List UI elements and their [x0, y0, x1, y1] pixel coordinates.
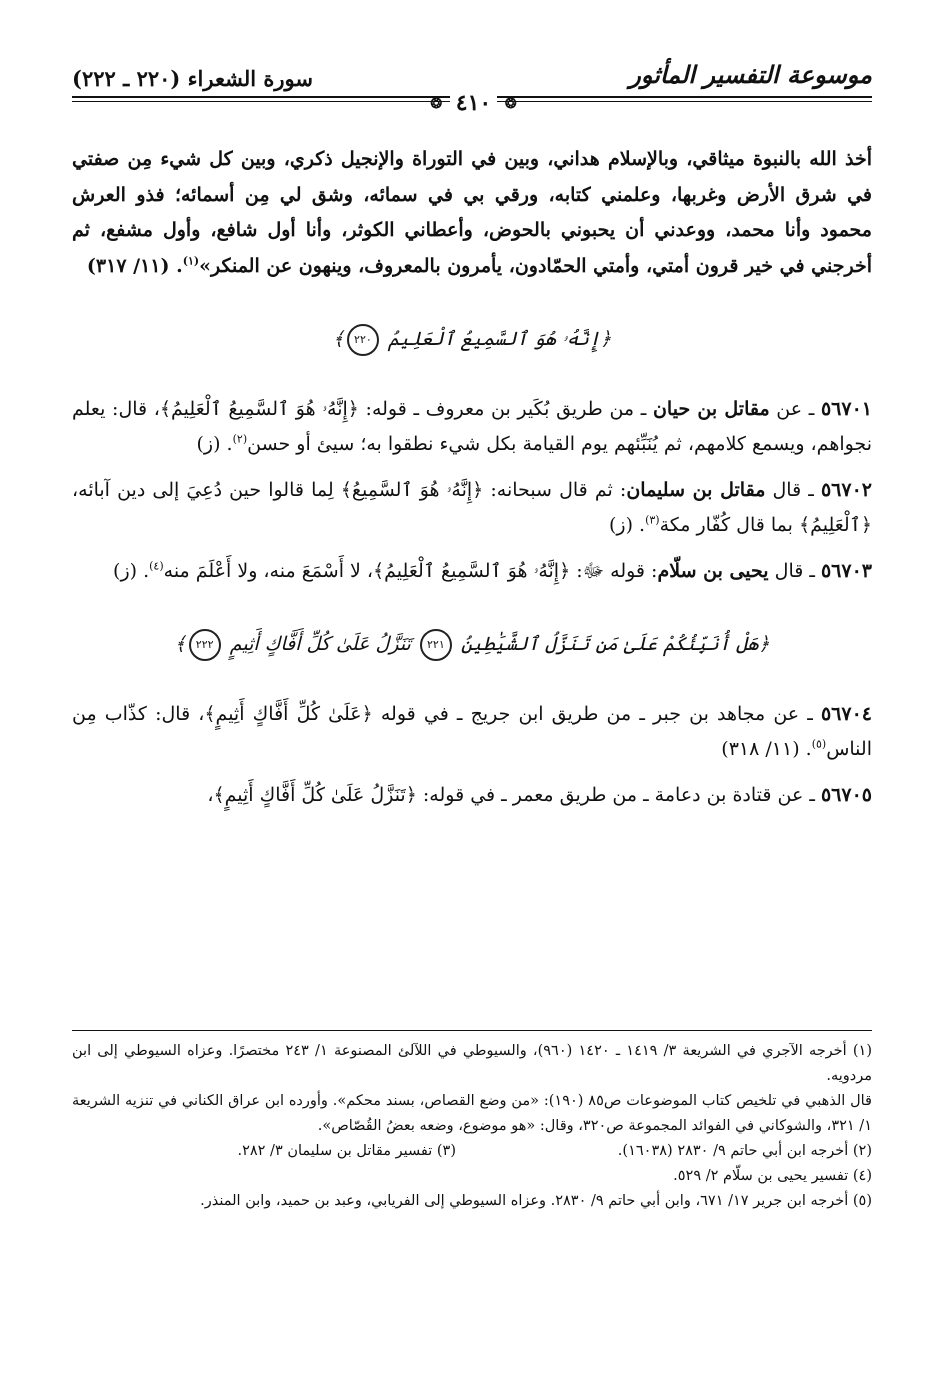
page-number: ٤١٠ [450, 90, 497, 116]
footnote-2: (٢) أخرجه ابن أبي حاتم ٩/ ٢٨٣٠ (١٦٠٣٨). [617, 1143, 872, 1159]
intro-text: أخذ الله بالنبوة ميثاقي، وبالإسلام هداني، وبين في التوراة والإنجيل ذكري، وبين كل شيء مِن صفتي في شرق الأرض وغربها، وعلمني كتابه، ورقي بي في سمائه، وشق لي مِن أسمائه؛ فذو العرش محمود وأنا محمد، ووعدني أن يحبوني بالحوض، وأعطاني الكوثر، وأنا أول شافع، وأول مشفع، ثم أخرجني في خير قرون أمتي، وأمتي الحمّادون، يأمرون بالمعروف، وينهون عن المنكر» [72, 148, 872, 277]
footnote-ref: (١) [182, 254, 200, 268]
surah-title: سورة الشعراء (٢٢٠ ـ ٢٢٢) [72, 66, 313, 91]
footnotes [72, 1030, 872, 1214]
footnote-ref: (٣) [645, 513, 660, 527]
narration-number: ٥٦٧٠٤ [820, 702, 872, 725]
narration-56703 [72, 554, 872, 590]
narration-number: ٥٦٧٠٥ [820, 783, 872, 806]
narration-prefix: ـ عن [769, 397, 821, 420]
narrator-name: مقاتل بن حيان [652, 397, 770, 420]
narration-number: ٥٦٧٠٢ [820, 478, 872, 501]
ayah-text: ﴿إِنَّهُۥ هُوَ ٱلسَّمِيعُ ٱلْعَلِيمُ [387, 328, 612, 350]
narration-tail: . (ز) [113, 559, 150, 582]
ayah-text: تَنَزَّلُ عَلَىٰ كُلِّ أَفَّاكٍ أَثِيمٍ [229, 633, 411, 655]
book-title: موسوعة التفسير المأثور [629, 60, 872, 89]
ayah-close: ﴾ [332, 328, 344, 350]
narrator-name: مقاتل بن سليمان [626, 478, 766, 501]
ayah-heading-1 [72, 322, 872, 358]
narration-tail: . (١١/ ٣١٨) [721, 738, 812, 760]
footnote-separator [72, 1030, 872, 1031]
footnote-ref: (٤) [149, 559, 164, 573]
footnote-3: (٣) تفسير مقاتل بن سليمان ٣/ ٢٨٢. [237, 1143, 456, 1159]
footnote-1: (١) أخرجه الآجري في الشريعة ٣/ ١٤١٩ ـ ١٤٢٠ (٩٦٠)، والسيوطي في اللآلئ المصنوعة ١/ ٢٤٣ مختصرًا. وعزاه السيوطي إلى ابن مردويه. [72, 1043, 872, 1084]
narration-prefix: ـ قال [768, 559, 821, 582]
ornament-icon: ❂ [430, 96, 443, 112]
narration-56701 [72, 392, 872, 463]
narration-number: ٥٦٧٠١ [820, 397, 872, 420]
footnote-1-comment: قال الذهبي في تلخيص كتاب الموضوعات ص٨٥ (١٩٠): «من وضع القصاص، بسند محكم». وأورده ابن عراق الكناني في تنزيه الشريعة ١/ ٣٢١، والشوكاني في الفوائد المجموعة ص٣٢٠، وقال: «هو موضوع، وضعه بعضُ القُصّاص». [72, 1093, 872, 1134]
ayah-number-badge: ٢٢٠ [347, 324, 379, 356]
intro-paragraph [72, 142, 872, 284]
intro-tail: . (١١/ ٣١٧) [86, 254, 183, 277]
ayah-text: ﴿هَلْ أُنَبِّئُكُمْ عَلَىٰ مَن تَنَزَّلُ ٱلشَّيَٰطِينُ [460, 633, 770, 655]
narration-text: ـ من طريق بُكَير بن معروف ـ قوله: ﴿إِنَّهُۥ هُوَ ٱلسَّمِيعُ ٱلْعَلِيمُ﴾، قال: يعلم نجواهم، ويسمع كلامهم، ثم يُنَبِّئهم يوم القيامة بكل شيء نطقوا به؛ سيئ أو حسن [72, 397, 872, 455]
narration-text: ـ عن مجاهد بن جبر ـ من طريق ابن جريج ـ في قوله ﴿عَلَىٰ كُلِّ أَفَّاكٍ أَثِيمٍ﴾، قال: كذّاب مِن الناس [72, 702, 872, 760]
narration-number: ٥٦٧٠٣ [820, 559, 872, 582]
narration-prefix: ـ قال [765, 478, 821, 501]
narrator-name: يحيى بن سلّام [657, 559, 769, 582]
footnote-5: (٥) أخرجه ابن جرير ١٧/ ٦٧١، وابن أبي حاتم ٩/ ٢٨٣٠. وعزاه السيوطي إلى الفريابي، وعبد بن حميد، وابن المنذر. [200, 1193, 872, 1209]
ayah-heading-2 [72, 627, 872, 663]
footnote-ref: (٥) [811, 737, 827, 751]
page-number-row [0, 90, 947, 116]
footnote-ref: (٢) [232, 432, 248, 446]
narration-text: : قوله ﷻ: ﴿إِنَّهُۥ هُوَ ٱلسَّمِيعُ ٱلْعَلِيمُ﴾، لا أَسْمَعَ منه، ولا أَعْلَمَ منه [163, 559, 658, 582]
narration-text: ـ عن قتادة بن دعامة ـ من طريق معمر ـ في قوله: ﴿تَنَزَّلُ عَلَىٰ كُلِّ أَفَّاكٍ أَثِيمٍ﴾، [207, 783, 821, 806]
ayah-number-badge: ٢٢٢ [189, 629, 221, 661]
narration-text: : ثم قال سبحانه: ﴿إِنَّهُۥ هُوَ ٱلسَّمِيعُ﴾ لِما قالوا حين دُعِيَ إلى دين آبائه، ﴿ٱلْعَلِيمُ﴾ بما قال كُفّار مكة [72, 478, 872, 536]
narration-56702 [72, 473, 872, 544]
footnote-row [72, 1139, 872, 1164]
main-text [72, 142, 872, 823]
ayah-close: ﴾ [174, 633, 186, 655]
ornament-icon: ❂ [504, 96, 517, 112]
narration-tail: . (ز) [608, 514, 646, 536]
footnote-4: (٤) تفسير يحيى بن سلّام ٢/ ٥٢٩. [673, 1168, 872, 1184]
narration-56705 [72, 778, 872, 814]
narration-tail: . (ز) [196, 433, 233, 455]
narration-56704 [72, 697, 872, 768]
ayah-number-badge: ٢٢١ [420, 629, 452, 661]
